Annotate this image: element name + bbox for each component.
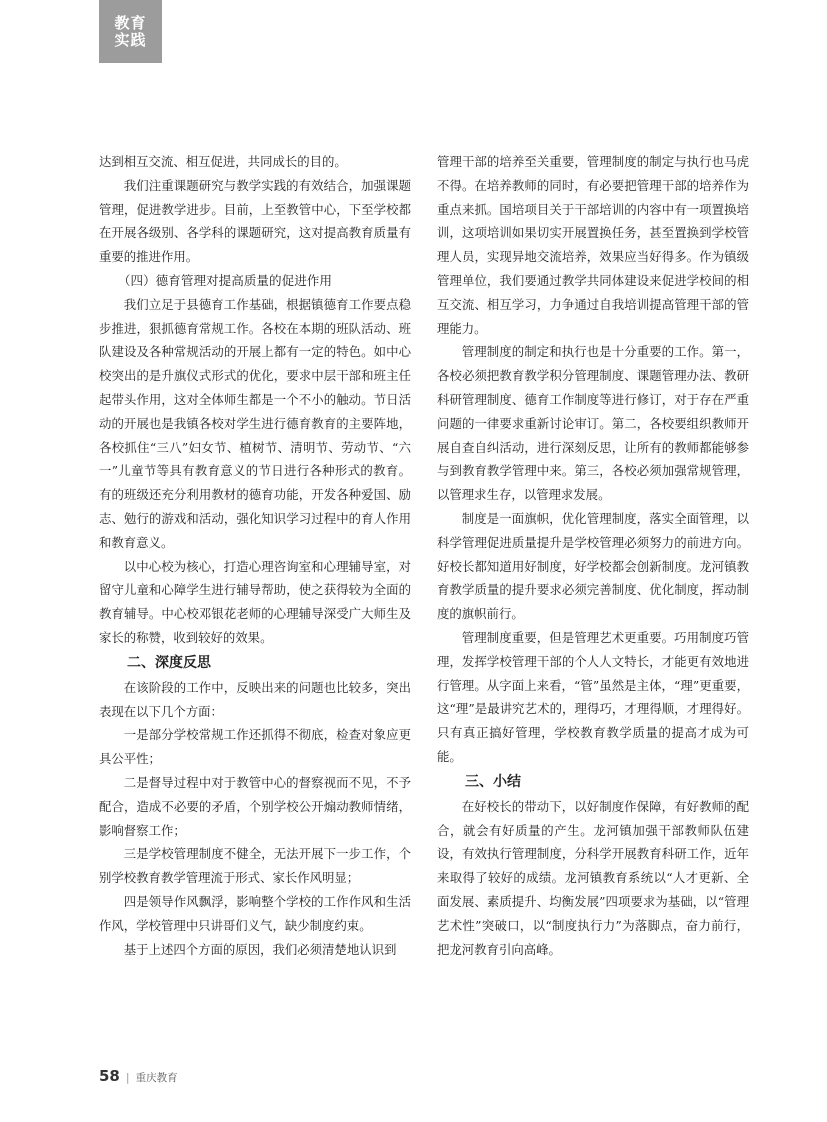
section-heading: 三、小结 bbox=[465, 773, 521, 790]
left-column bbox=[99, 150, 411, 961]
paragraph: 一是部分学校常规工作还抓得不彻底，检查对象应更具公平性； bbox=[99, 727, 411, 767]
paragraph: 在好校长的带动下，以好制度作保障，有好教师的配合，就会有好质量的产生。龙河镇加强干部教师队伍建设，有效执行管理制度，分科学开展教育科研工作，近年来取得了较好的成绩。龙河镇教育系统以“人才更新、全面发展、素质提升、均衡发展”四项要求为基础，以“管理艺术性”突破口，以“制度执行力”为落脚点，奋力前行，把龙河教育引向高峰。 bbox=[437, 798, 749, 957]
right-column bbox=[437, 150, 749, 961]
paragraph: 管理制度的制定和执行也是十分重要的工作。第一，各校必须把教育教学积分管理制度、课题管理办法、教研科研管理制度、德育工作制度等进行修订，对于存在严重问题的一律要求重新讨论审订。第二，各校要组织教师开展自查自纠活动，进行深刻反思，让所有的教师都能够参与到教育教学管理中来。第三，各校必须加强常规管理，以管理求生存，以管理求发展。 bbox=[437, 344, 749, 503]
page-footer bbox=[99, 1067, 178, 1085]
paragraph: 基于上述四个方面的原因，我们必须清楚地认识到 bbox=[123, 941, 397, 957]
paragraph: 在该阶段的工作中，反映出来的问题也比较多，突出表现在以下几个方面： bbox=[99, 679, 411, 719]
paragraph: 我们注重课题研究与教学实践的有效结合，加强课题管理，促进教学进步。目前，上至教管中心，下至学校都在开展各级别、各学科的课题研究，这对提高教育质量有重要的推进作用。 bbox=[99, 177, 411, 265]
paragraph: 管理制度重要，但是管理艺术更重要。巧用制度巧管理，发挥学校管理干部的个人人文特长，才能更有效地进行管理。从字面上来看，“管”虽然是主体，“理”更重要，这“理”是最讲究艺术的，理得巧，才理得顺，才理得好。只有真正搞好管理，学校教育教学质量的提高才成为可能。 bbox=[437, 629, 749, 764]
paragraph: 以中心校为核心，打造心理咨询室和心理辅导室，对留守儿童和心障学生进行辅导帮助，使之获得较为全面的教育辅导。中心校邓银花老师的心理辅导深受广大师生及家长的称赞，收到较好的效果。 bbox=[99, 558, 411, 645]
footer-separator: | bbox=[125, 1071, 130, 1084]
paragraph: 制度是一面旗帜，优化管理制度，落实全面管理，以科学管理促进质量提升是学校管理必须努力的前进方向。好校长都知道用好制度，好学校都会创新制度。龙河镇教育教学质量的提升要求必须完善制度、优化制度，挥动制度的旗帜前行。 bbox=[437, 510, 749, 622]
page-number: 58 bbox=[99, 1067, 120, 1085]
journal-name: 重庆教育 bbox=[135, 1072, 178, 1084]
paragraph: 我们立足于县德育工作基础，根据镇德育工作要点稳步推进，狠抓德育常规工作。各校在本期的班队活动、班队建设及各种常规活动的开展上都有一定的特色。如中心校突出的是升旗仪式形式的优化，要求中层干部和班主任起带头作用，这对全体师生都是一个不小的触动。节日活动的开展也是我镇各校对学生进行德育教育的主要阵地，各校抓住“三八”妇女节、植树节、清明节、劳动节、“六一”儿童节等具有教育意义的节日进行各种形式的教育。有的班级还充分利用教材的德育功能，开发各种爱国、励志、勉行的游戏和活动，强化知识学习过程中的育人作用和教育意义。 bbox=[99, 296, 411, 550]
section-heading: 二、深度反思 bbox=[127, 654, 211, 671]
badge-line-2: 实践 bbox=[114, 30, 147, 49]
paragraph: 管理干部的培养至关重要，管理制度的制定与执行也马虎不得。在培养教师的同时，有必要把管理干部的培养作为重点来抓。国培项目关于干部培训的内容中有一项置换培训，这项培训如果切实开展置换任务，甚至置换到学校管理人员，实现异地交流培养，效果应当好得多。作为镇级管理单位，我们要通过教学共同体建设来促进学校间的相互交流、相互学习，力争通过自我培训提高管理干部的管理能力。 bbox=[437, 154, 749, 336]
paragraph: 三是学校管理制度不健全，无法开展下一步工作，个别学校教育教学管理流于形式、家长作风明显； bbox=[99, 846, 411, 886]
subsection-heading: （四）德育管理对提高质量的促进作用 bbox=[117, 272, 332, 288]
section-badge bbox=[99, 0, 162, 63]
paragraph: 二是督导过程中对于教管中心的督察视而不见，不予配合，造成不必要的矛盾，个别学校公开煽动教师情绪，影响督察工作； bbox=[99, 774, 411, 838]
paragraph: 四是领导作风飘浮，影响整个学校的工作作风和生活作风，学校管理中只讲哥们义气，缺少制度约束。 bbox=[99, 893, 411, 933]
paragraph: 达到相互交流、相互促进，共同成长的目的。 bbox=[99, 154, 347, 169]
badge-line-1: 教育 bbox=[114, 13, 147, 32]
